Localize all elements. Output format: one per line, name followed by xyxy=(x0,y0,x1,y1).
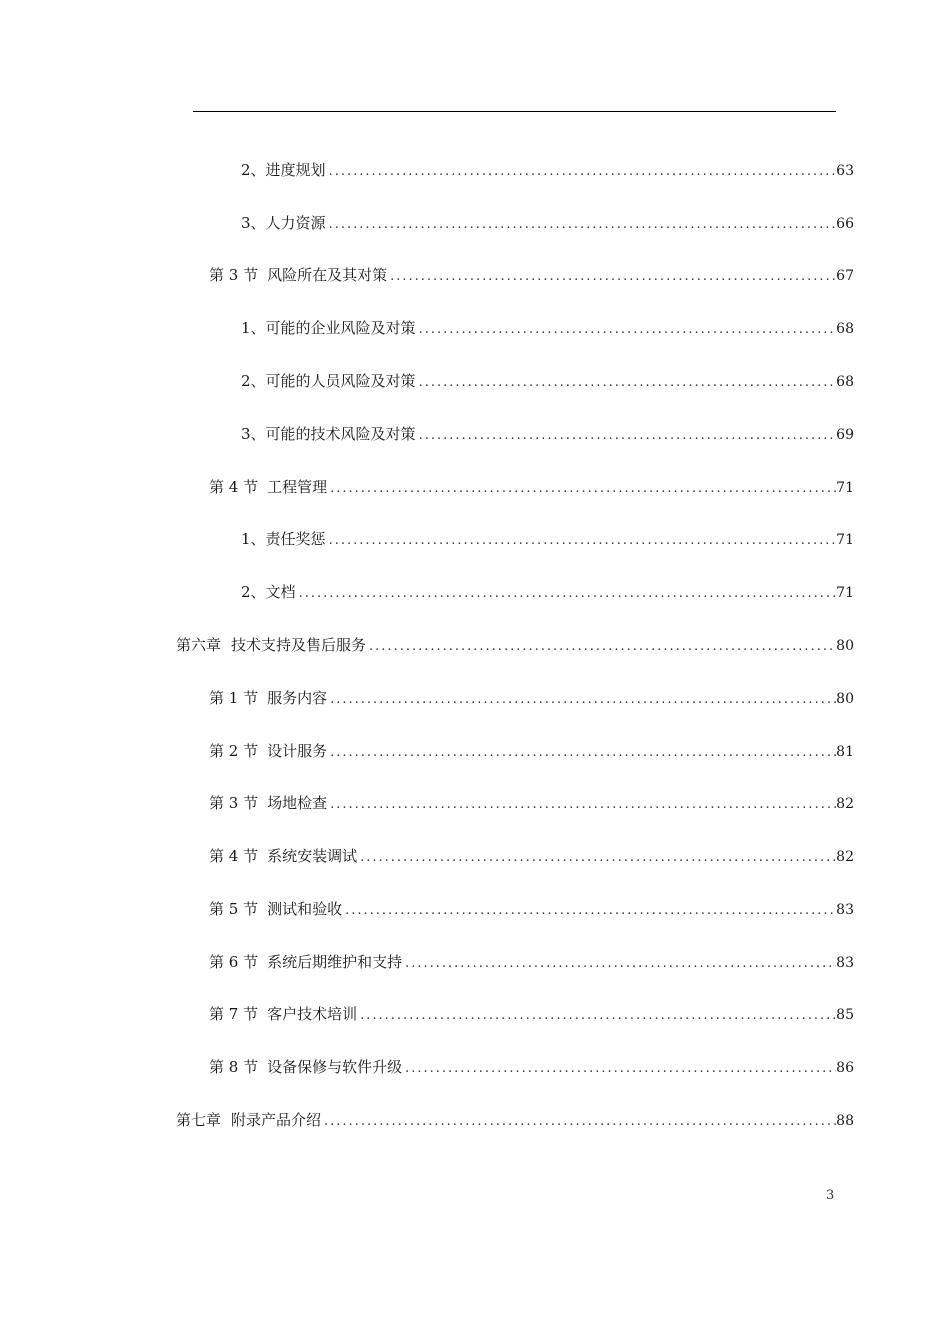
toc-dot-leader xyxy=(326,160,837,184)
toc-entry[interactable] xyxy=(209,950,854,974)
toc-entry-number: 第六章 xyxy=(176,636,222,654)
toc-entry-page: 71 xyxy=(836,585,854,601)
toc-entry-number: 2、 xyxy=(241,372,266,390)
toc-dot-leader xyxy=(416,424,837,448)
toc-entry-title: 责任奖惩 xyxy=(265,530,326,548)
toc-dot-leader xyxy=(357,1004,836,1028)
toc-entry-number: 2、 xyxy=(241,161,266,179)
toc-entry-page: 69 xyxy=(836,427,854,443)
toc-entry-number: 第 3 节 xyxy=(209,794,259,812)
toc-dot-leader xyxy=(416,371,837,395)
toc-entry[interactable] xyxy=(209,1002,854,1026)
toc-entry[interactable] xyxy=(241,158,854,182)
toc-entry-number: 1、 xyxy=(241,319,266,337)
toc-entry-page: 82 xyxy=(836,796,854,812)
toc-entry-title: 场地检查 xyxy=(267,794,328,812)
toc-dot-leader xyxy=(321,1110,836,1134)
toc-entry[interactable] xyxy=(209,475,854,499)
page-number: 3 xyxy=(826,1188,835,1203)
toc-entry-page: 66 xyxy=(836,216,854,232)
toc-entry[interactable] xyxy=(209,739,854,763)
toc-entry-number: 第 3 节 xyxy=(209,266,259,284)
toc-entry-page: 88 xyxy=(836,1113,854,1129)
toc-entry-number: 第 1 节 xyxy=(209,689,259,707)
toc-entry-page: 80 xyxy=(836,691,854,707)
toc-entry-number: 3、 xyxy=(241,214,266,232)
toc-entry[interactable] xyxy=(241,316,854,340)
toc-entry[interactable] xyxy=(241,422,854,446)
toc-entry[interactable] xyxy=(209,844,854,868)
toc-entry-title: 可能的人员风险及对策 xyxy=(265,372,416,390)
toc-entry-page: 68 xyxy=(836,321,854,337)
toc-entry-page: 71 xyxy=(836,532,854,548)
toc-entry-title: 服务内容 xyxy=(267,689,328,707)
toc-entry-page: 63 xyxy=(836,163,854,179)
toc-entry-title: 设备保修与软件升级 xyxy=(267,1058,403,1076)
toc-entry[interactable] xyxy=(209,897,854,921)
toc-dot-leader xyxy=(326,529,837,553)
toc-entry-number: 第 5 节 xyxy=(209,900,259,918)
toc-dot-leader xyxy=(342,899,836,923)
toc-dot-leader xyxy=(366,635,836,659)
toc-entry-title: 人力资源 xyxy=(265,214,326,232)
toc-entry-number: 第 8 节 xyxy=(209,1058,259,1076)
toc-entry-title: 技术支持及售后服务 xyxy=(231,636,367,654)
toc-entry-number: 2、 xyxy=(241,583,266,601)
toc-entry[interactable] xyxy=(241,527,854,551)
toc-entry[interactable] xyxy=(209,791,854,815)
toc-entry-number: 1、 xyxy=(241,530,266,548)
toc-entry-number: 第 2 节 xyxy=(209,742,259,760)
toc-dot-leader xyxy=(387,265,836,289)
toc-entry-number: 第 6 节 xyxy=(209,953,259,971)
toc-dot-leader xyxy=(357,846,836,870)
toc-entry-page: 80 xyxy=(836,638,854,654)
toc-entry-page: 83 xyxy=(836,902,854,918)
toc-entry[interactable] xyxy=(209,1055,854,1079)
toc-dot-leader xyxy=(327,477,836,501)
toc-entry-title: 可能的企业风险及对策 xyxy=(265,319,416,337)
toc-entry-title: 系统后期维护和支持 xyxy=(267,953,403,971)
toc-entry-page: 81 xyxy=(836,744,854,760)
toc-entry[interactable] xyxy=(241,211,854,235)
toc-entry-page: 68 xyxy=(836,374,854,390)
toc-entry[interactable] xyxy=(241,580,854,604)
toc-entry-page: 82 xyxy=(836,849,854,865)
toc-entry-title: 可能的技术风险及对策 xyxy=(265,425,416,443)
toc-entry-title: 测试和验收 xyxy=(267,900,343,918)
toc-entry-title: 系统安装调试 xyxy=(267,847,358,865)
toc-entry-number: 第 7 节 xyxy=(209,1005,259,1023)
toc-entry-number: 3、 xyxy=(241,425,266,443)
toc-entry[interactable] xyxy=(176,1108,854,1132)
header-rule xyxy=(193,111,836,112)
toc-dot-leader xyxy=(296,582,837,606)
toc-entry-number: 第七章 xyxy=(176,1111,222,1129)
toc-entry-title: 进度规划 xyxy=(265,161,326,179)
toc-entry-page: 71 xyxy=(836,480,854,496)
toc-entry[interactable] xyxy=(176,633,854,657)
toc-dot-leader xyxy=(416,318,837,342)
toc-entry-page: 67 xyxy=(836,268,854,284)
toc-entry-number: 第 4 节 xyxy=(209,478,259,496)
toc-entry-page: 83 xyxy=(836,955,854,971)
toc-entry-page: 85 xyxy=(836,1007,854,1023)
toc-entry-title: 客户技术培训 xyxy=(267,1005,358,1023)
toc-entry-page: 86 xyxy=(836,1060,854,1076)
toc-entry[interactable] xyxy=(241,369,854,393)
toc-entry-title: 设计服务 xyxy=(267,742,328,760)
toc-dot-leader xyxy=(327,741,836,765)
toc-dot-leader xyxy=(402,1057,836,1081)
toc-entry[interactable] xyxy=(209,263,854,287)
toc-entry-title: 工程管理 xyxy=(267,478,328,496)
toc-entry-title: 附录产品介绍 xyxy=(231,1111,322,1129)
toc-entry-title: 风险所在及其对策 xyxy=(267,266,388,284)
toc-dot-leader xyxy=(326,213,837,237)
toc-entry-title: 文档 xyxy=(265,583,296,601)
toc-entry[interactable] xyxy=(209,686,854,710)
toc-dot-leader xyxy=(402,952,836,976)
toc-dot-leader xyxy=(327,688,836,712)
toc-dot-leader xyxy=(327,793,836,817)
toc-entry-number: 第 4 节 xyxy=(209,847,259,865)
